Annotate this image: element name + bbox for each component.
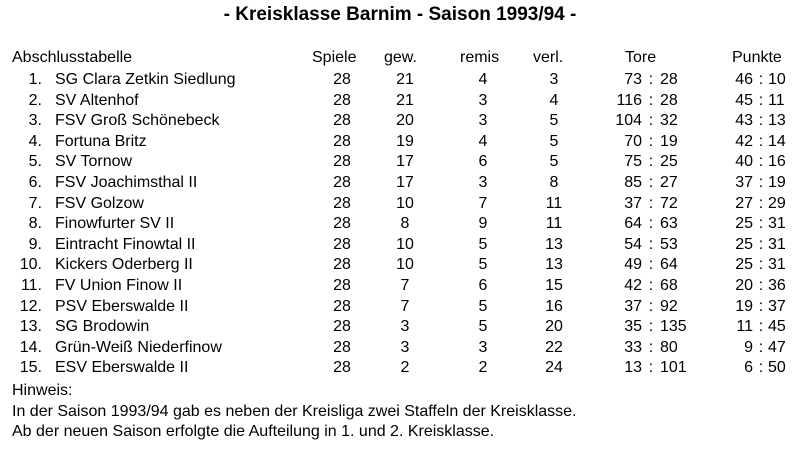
- draw-cell: 4: [478, 71, 488, 88]
- games-cell: 28: [333, 91, 351, 109]
- draw-cell: 9: [478, 215, 488, 233]
- won-cell: 10: [396, 256, 414, 274]
- points-for: 20: [735, 276, 753, 294]
- games-cell: 28: [333, 153, 351, 171]
- games-cell: 28: [333, 132, 351, 150]
- draw-cell: 5: [478, 256, 488, 274]
- games-cell: 28: [333, 359, 351, 377]
- table-heading: Abschlusstabelle: [12, 49, 133, 66]
- goals-for: 64: [624, 215, 642, 233]
- table-row: [0, 298, 800, 319]
- lost-cell: 16: [545, 297, 563, 315]
- page-title: - Kreisklasse Barnim - Saison 1993/94 -: [223, 4, 577, 25]
- goals-separator: :: [648, 338, 654, 356]
- goals-for: 13: [624, 359, 642, 377]
- goals-against: 32: [660, 112, 678, 130]
- rank-cell: 10.: [19, 256, 42, 274]
- header-goals: Tore: [625, 49, 657, 66]
- points-against: 31: [768, 215, 786, 233]
- team-name: Grün-Weiß Niederfinow: [55, 338, 222, 356]
- games-cell: 28: [333, 235, 351, 253]
- points-separator: :: [758, 132, 764, 150]
- won-cell: 8: [400, 215, 410, 233]
- draw-cell: 5: [478, 235, 488, 253]
- points-for: 43: [735, 112, 753, 130]
- table-row: [0, 277, 800, 298]
- points-separator: :: [758, 235, 764, 253]
- goals-for: 42: [624, 276, 642, 294]
- goals-for: 33: [624, 338, 642, 356]
- goals-for: 37: [624, 297, 642, 315]
- points-separator: :: [758, 71, 764, 88]
- rank-cell: 9.: [28, 235, 42, 253]
- won-cell: 3: [400, 338, 410, 356]
- lost-cell: 5: [549, 132, 559, 150]
- points-against: 36: [768, 276, 786, 294]
- table-row: [0, 174, 800, 195]
- points-against: 11: [768, 91, 785, 109]
- table-row: [0, 236, 800, 257]
- table-row: [0, 215, 800, 236]
- points-separator: :: [758, 359, 764, 377]
- header-lost: verl.: [533, 49, 564, 66]
- team-name: ESV Eberswalde II: [55, 359, 189, 377]
- draw-cell: 5: [478, 297, 488, 315]
- team-name: FSV Groß Schönebeck: [55, 112, 220, 130]
- notes-line-1: In der Saison 1993/94 gab es neben der Kreisliga zwei Staffeln der Kreisklasse.: [12, 402, 577, 420]
- points-for: 11: [736, 318, 753, 336]
- rank-cell: 13.: [19, 318, 42, 336]
- points-separator: :: [758, 297, 764, 315]
- goals-against: 72: [660, 194, 678, 212]
- lost-cell: 15: [545, 276, 563, 294]
- team-name: Kickers Oderberg II: [55, 256, 193, 274]
- points-for: 46: [735, 71, 753, 88]
- lost-cell: 8: [549, 173, 559, 191]
- points-for: 19: [735, 297, 753, 315]
- games-cell: 28: [333, 194, 351, 212]
- rank-cell: 1.: [28, 71, 42, 88]
- goals-separator: :: [648, 71, 654, 88]
- won-cell: 10: [396, 194, 414, 212]
- goals-separator: :: [648, 256, 654, 274]
- lost-cell: 5: [549, 153, 559, 171]
- points-separator: :: [758, 173, 764, 191]
- goals-for: 116: [616, 91, 642, 109]
- points-for: 27: [735, 194, 753, 212]
- rank-cell: 8.: [28, 215, 42, 233]
- lost-cell: 20: [545, 318, 563, 336]
- points-for: 42: [735, 132, 753, 150]
- won-cell: 3: [400, 318, 410, 336]
- goals-separator: :: [648, 132, 654, 150]
- goals-separator: :: [648, 235, 654, 253]
- goals-against: 64: [660, 256, 678, 274]
- draw-cell: 3: [478, 173, 488, 191]
- header-won: gew.: [384, 49, 417, 66]
- goals-for: 75: [624, 153, 642, 171]
- won-cell: 19: [396, 132, 414, 150]
- points-against: 14: [768, 132, 786, 150]
- notes-line-2: Ab der neuen Saison erfolgte die Aufteilung in 1. und 2. Kreisklasse.: [12, 423, 495, 440]
- points-for: 25: [735, 215, 753, 233]
- points-against: 16: [768, 153, 786, 171]
- goals-against: 92: [660, 297, 678, 315]
- draw-cell: 3: [478, 112, 488, 130]
- goals-separator: :: [648, 173, 654, 191]
- goals-separator: :: [648, 112, 654, 130]
- points-against: 45: [768, 318, 786, 336]
- goals-against: 80: [660, 338, 678, 356]
- points-against: 19: [768, 173, 786, 191]
- draw-cell: 7: [478, 194, 488, 212]
- rank-cell: 2.: [28, 91, 42, 109]
- draw-cell: 2: [478, 359, 488, 377]
- games-cell: 28: [333, 338, 351, 356]
- team-name: SG Brodowin: [55, 318, 150, 336]
- points-against: 37: [768, 297, 786, 315]
- won-cell: 10: [396, 235, 414, 253]
- points-separator: :: [758, 338, 764, 356]
- goals-for: 73: [624, 71, 642, 88]
- lost-cell: 5: [549, 112, 559, 130]
- goals-separator: :: [648, 297, 654, 315]
- won-cell: 20: [396, 112, 414, 130]
- goals-separator: :: [648, 153, 654, 171]
- points-for: 40: [735, 153, 753, 171]
- team-name: SV Altenhof: [55, 91, 139, 109]
- goals-separator: :: [648, 359, 654, 377]
- goals-against: 135: [660, 318, 687, 336]
- team-name: Eintracht Finowtal II: [55, 235, 196, 253]
- won-cell: 17: [396, 173, 414, 191]
- points-separator: :: [758, 318, 764, 336]
- points-against: 10: [768, 71, 786, 88]
- points-for: 37: [735, 173, 753, 191]
- points-separator: :: [758, 256, 764, 274]
- games-cell: 28: [333, 256, 351, 274]
- rank-cell: 3.: [28, 112, 42, 130]
- goals-against: 19: [660, 132, 678, 150]
- goals-against: 28: [660, 91, 678, 109]
- rank-cell: 12.: [19, 297, 42, 315]
- points-for: 25: [735, 235, 753, 253]
- goals-against: 101: [660, 359, 687, 377]
- team-name: FSV Golzow: [55, 194, 144, 212]
- team-name: PSV Eberswalde II: [55, 297, 189, 315]
- header-draw: remis: [460, 49, 500, 66]
- goals-against: 68: [660, 276, 678, 294]
- won-cell: 17: [396, 153, 414, 171]
- points-separator: :: [758, 112, 764, 130]
- points-for: 25: [735, 256, 753, 274]
- table-row: [0, 112, 800, 133]
- notes-heading: Hinweis:: [12, 382, 73, 399]
- lost-cell: 13: [545, 256, 563, 274]
- team-name: FV Union Finow II: [55, 276, 183, 294]
- goals-separator: :: [648, 215, 654, 233]
- draw-cell: 3: [478, 91, 488, 109]
- points-separator: :: [758, 215, 764, 233]
- goals-for: 49: [624, 256, 642, 274]
- rank-cell: 15.: [19, 359, 42, 377]
- goals-against: 27: [660, 173, 678, 191]
- team-name: Finowfurter SV II: [55, 215, 175, 233]
- points-separator: :: [758, 153, 764, 171]
- draw-cell: 6: [478, 276, 488, 294]
- table-row: [0, 339, 800, 360]
- standings-table: [0, 71, 800, 380]
- points-for: 45: [735, 91, 753, 109]
- games-cell: 28: [333, 276, 351, 294]
- rank-cell: 14.: [19, 338, 42, 356]
- team-name: SG Clara Zetkin Siedlung: [55, 71, 236, 88]
- games-cell: 28: [333, 318, 351, 336]
- goals-for: 35: [624, 318, 642, 336]
- points-against: 31: [768, 256, 786, 274]
- points-against: 29: [768, 194, 786, 212]
- goals-separator: :: [648, 318, 654, 336]
- points-against: 47: [768, 338, 786, 356]
- draw-cell: 6: [478, 153, 488, 171]
- goals-for: 104: [615, 112, 642, 130]
- goals-for: 70: [624, 132, 642, 150]
- won-cell: 21: [396, 71, 414, 88]
- goals-against: 28: [660, 71, 678, 88]
- header-points: Punkte: [732, 49, 782, 66]
- table-row: [0, 318, 800, 339]
- rank-cell: 6.: [28, 173, 42, 191]
- points-against: 50: [768, 359, 786, 377]
- header-games: Spiele: [312, 49, 357, 66]
- won-cell: 7: [400, 276, 410, 294]
- rank-cell: 7.: [28, 194, 42, 212]
- points-for: 9: [744, 338, 753, 356]
- goals-against: 25: [660, 153, 678, 171]
- team-name: FSV Joachimsthal II: [55, 173, 198, 191]
- draw-cell: 4: [478, 132, 488, 150]
- points-for: 6: [744, 359, 753, 377]
- team-name: Fortuna Britz: [55, 132, 147, 150]
- games-cell: 28: [333, 173, 351, 191]
- games-cell: 28: [333, 297, 351, 315]
- points-separator: :: [758, 276, 764, 294]
- table-row: [0, 195, 800, 216]
- table-row: [0, 71, 800, 92]
- team-name: SV Tornow: [55, 153, 133, 171]
- draw-cell: 3: [478, 338, 488, 356]
- goals-for: 37: [624, 194, 642, 212]
- games-cell: 28: [333, 215, 351, 233]
- table-row: [0, 153, 800, 174]
- lost-cell: 11: [545, 194, 563, 212]
- rank-cell: 5.: [28, 153, 42, 171]
- lost-cell: 11: [545, 215, 563, 233]
- goals-against: 53: [660, 235, 678, 253]
- points-separator: :: [758, 194, 764, 212]
- goals-for: 54: [624, 235, 642, 253]
- notes: [12, 381, 577, 443]
- lost-cell: 13: [545, 235, 563, 253]
- won-cell: 2: [400, 359, 410, 377]
- draw-cell: 5: [478, 318, 488, 336]
- lost-cell: 24: [545, 359, 563, 377]
- games-cell: 28: [333, 71, 351, 88]
- goals-against: 63: [660, 215, 678, 233]
- goals-for: 85: [624, 173, 642, 191]
- points-against: 31: [768, 235, 786, 253]
- lost-cell: 4: [549, 91, 559, 109]
- table-row: [0, 256, 800, 277]
- table-row: [0, 359, 800, 380]
- goals-separator: :: [648, 194, 654, 212]
- rank-cell: 4.: [28, 132, 42, 150]
- goals-separator: :: [648, 91, 654, 109]
- won-cell: 7: [400, 297, 410, 315]
- lost-cell: 3: [549, 71, 559, 88]
- goals-separator: :: [648, 276, 654, 294]
- games-cell: 28: [333, 112, 351, 130]
- table-row: [0, 133, 800, 154]
- won-cell: 21: [396, 91, 414, 109]
- rank-cell: 11.: [20, 276, 42, 294]
- points-against: 13: [768, 112, 786, 130]
- points-separator: :: [758, 91, 764, 109]
- lost-cell: 22: [545, 338, 563, 356]
- table-row: [0, 92, 800, 113]
